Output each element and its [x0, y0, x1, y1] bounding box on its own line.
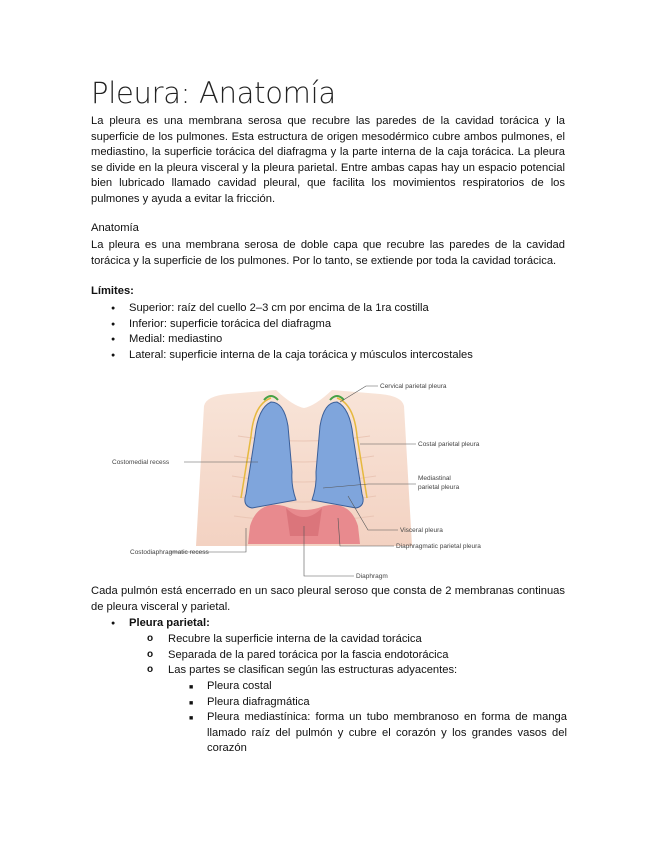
pleura-diagram: [108, 376, 500, 582]
label-diaphragm: Diaphragm: [356, 573, 388, 580]
label-mediastinal-pleura: Mediastinal: [418, 475, 451, 482]
list-item: ● Inferior: superficie torácica del diafragma: [129, 317, 569, 333]
intro-paragraph: La pleura es una membrana serosa que recubre las paredes de la cavidad torácica y la superficie de los pulmones. Esta estructura de origen mesodérmico cubre ambos pulmones, el mediastino, la superficie torácica del diafragma y la parte interna de la caja torácica. La pleura se divide en la pleura visceral y la pleura parietal. Entre ambas capas hay un espacio potencial bien lubricado llamado cavidad pleural, que facilita los movimientos respiratorios de los pulmones y ayuda a evitar la fricción.: [91, 115, 565, 205]
list-item: ■ Pleura diafragmática: [207, 695, 567, 711]
after-figure-paragraph: Cada pulmón está encerrado en un saco pleural seroso que consta de 2 membranas continuas de pleura visceral y parietal.: [91, 585, 565, 613]
label-costomedial-recess: Costomedial recess: [112, 459, 170, 466]
label-diaphragmatic-pleura: Diaphragmatic parietal pleura: [396, 543, 481, 550]
limits-list: [129, 301, 569, 363]
list-item: ● Medial: mediastino: [129, 332, 569, 348]
parietal-parts-list: [207, 679, 567, 757]
list-item: ● Pleura parietal:: [129, 616, 569, 632]
page-title: Pleura: Anatomía: [91, 76, 336, 110]
limits-heading: Límites:: [91, 285, 134, 297]
list-item: o Separada de la pared torácica por la fascia endotorácica: [168, 648, 568, 664]
list-item: ● Lateral: superficie interna de la caja torácica y músculos intercostales: [129, 348, 569, 364]
list-item: ● Superior: raíz del cuello 2–3 cm por encima de la 1ra costilla: [129, 301, 569, 317]
label-costal-pleura: Costal parietal pleura: [418, 441, 480, 448]
list-item: ■ Pleura costal: [207, 679, 567, 695]
parietal-list: [129, 616, 569, 632]
section-paragraph: La pleura es una membrana serosa de doble capa que recubre las paredes de la cavidad torácica y la superficie de los pulmones. Por lo tanto, se extiende por toda la cavidad torácica.: [91, 239, 565, 267]
label-mediastinal-pleura: parietal pleura: [418, 484, 460, 491]
label-cervical-pleura: Cervical parietal pleura: [380, 383, 447, 390]
list-item: o Las partes se clasifican según las estructuras adyacentes:: [168, 663, 568, 679]
label-costodiaphragmatic-recess: Costodiaphragmatic recess: [130, 549, 209, 556]
list-item: o Recubre la superficie interna de la cavidad torácica: [168, 632, 568, 648]
label-visceral-pleura: Visceral pleura: [400, 527, 443, 534]
section-heading: Anatomía: [91, 222, 139, 234]
parietal-sublist: [168, 632, 568, 679]
list-item: ■ Pleura mediastínica: forma un tubo membranoso en forma de manga llamado raíz del pulmón y cubre el corazón y los grandes vasos del corazón: [207, 710, 567, 757]
